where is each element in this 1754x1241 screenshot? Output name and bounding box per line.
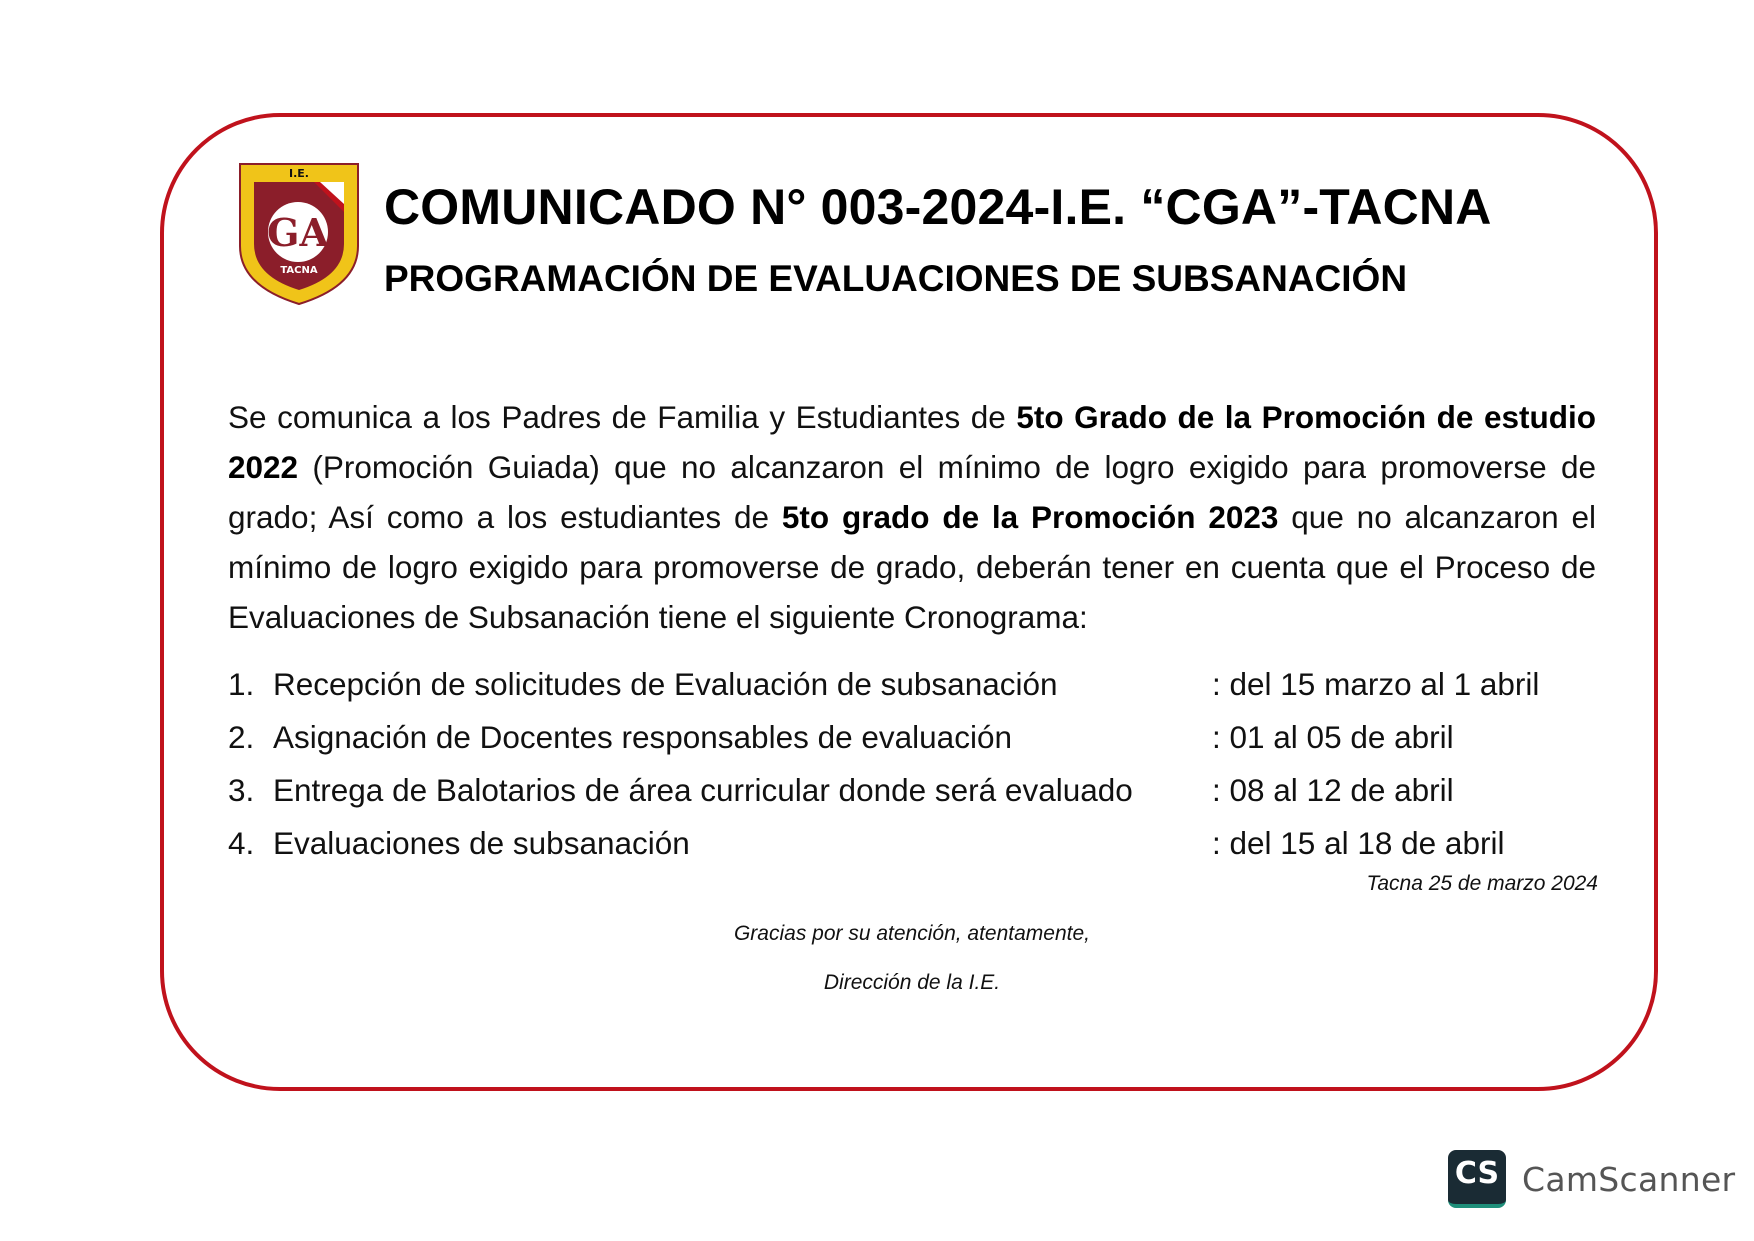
schedule-list bbox=[228, 658, 1628, 870]
schedule-item bbox=[228, 658, 1628, 711]
signature-line: Dirección de la I.E. bbox=[823, 971, 1001, 994]
schedule-activity: Entrega de Balotarios de área curricular donde será evaluado bbox=[273, 772, 1133, 808]
school-crest-logo bbox=[236, 160, 362, 306]
schedule-date: : 01 al 05 de abril bbox=[1208, 711, 1454, 764]
paragraph-text-3: que no alcanzaron el mínimo de logro exigido para promoverse de grado, deberán tener en cuenta que el Proceso de Evaluaciones de Subsanación tiene el siguiente Cronograma: bbox=[228, 499, 1596, 635]
schedule-date: : del 15 al 18 de abril bbox=[1208, 817, 1504, 870]
paragraph-bold-1: 5to Grado de la Promoción de estudio 2022 bbox=[228, 399, 1596, 485]
camscanner-watermark bbox=[1448, 1150, 1736, 1214]
closing-line: Gracias por su atención, atentamente, bbox=[733, 922, 1091, 945]
crest-city: TACNA bbox=[280, 265, 318, 276]
schedule-activity: Evaluaciones de subsanación bbox=[273, 825, 690, 861]
schedule-date: : del 15 marzo al 1 abril bbox=[1208, 658, 1539, 711]
schedule-item bbox=[228, 817, 1628, 870]
schedule-item bbox=[228, 711, 1628, 764]
schedule-item bbox=[228, 764, 1628, 817]
camscanner-text: CamScanner bbox=[1522, 1160, 1736, 1199]
announcement-paragraph bbox=[228, 392, 1596, 642]
schedule-number: 1. bbox=[228, 666, 255, 702]
paragraph-text-2: (Promoción Guiada) que no alcanzaron el mínimo de logro exigido para promoverse de grado; Así como a los estudiantes de bbox=[228, 449, 1596, 535]
camscanner-logo-icon bbox=[1448, 1150, 1506, 1208]
page-subtitle: PROGRAMACIÓN DE EVALUACIONES DE SUBSANACIÓN bbox=[384, 258, 1408, 299]
schedule-number: 3. bbox=[228, 772, 255, 808]
schedule-number: 4. bbox=[228, 825, 255, 861]
paragraph-bold-2: 5to grado de la Promoción 2023 bbox=[781, 499, 1279, 535]
camscanner-badge-text: CS bbox=[1454, 1156, 1500, 1191]
crest-top-text: I.E. bbox=[289, 167, 309, 180]
schedule-activity: Recepción de solicitudes de Evaluación de subsanación bbox=[273, 666, 1058, 702]
page-title: COMUNICADO N° 003-2024-I.E. “CGA”-TACNA bbox=[384, 179, 1492, 235]
schedule-date: : 08 al 12 de abril bbox=[1208, 764, 1454, 817]
schedule-activity: Asignación de Docentes responsables de evaluación bbox=[273, 719, 1012, 755]
schedule-number: 2. bbox=[228, 719, 255, 755]
crest-monogram: GA bbox=[267, 210, 329, 255]
paragraph-text-1: Se comunica a los Padres de Familia y Estudiantes de bbox=[228, 399, 1017, 435]
place-date: Tacna 25 de marzo 2024 bbox=[1366, 872, 1598, 895]
